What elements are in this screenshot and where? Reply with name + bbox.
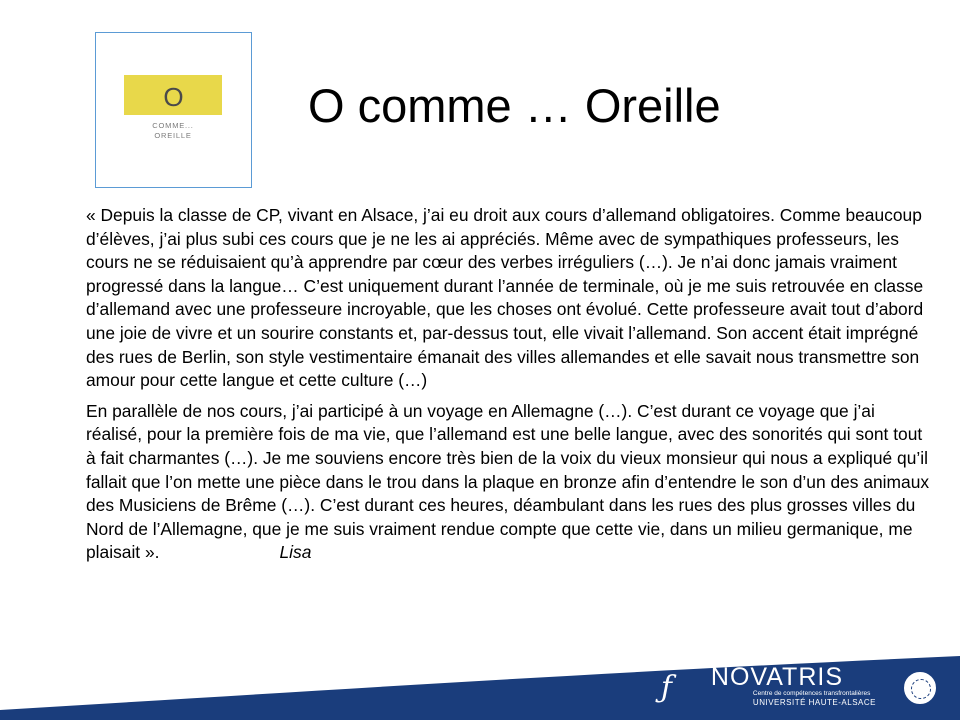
logo-tagline: Centre de compétences transfrontalières (752, 690, 871, 697)
thumbnail-caption (124, 121, 222, 141)
novatris-logo (660, 663, 876, 708)
paragraph-2-text: En parallèle de nos cours, j’ai participé à un voyage en Allemagne (…). C’est durant ce voyage que j’ai réalisé, pour la première fois de ma vie, que l’allemand est une belle langue, avec des sonorités qui sont tout à fait charmantes (…). Je me souviens encore très bien de la voix du vieux monsieur qui nous a expliqué qu’il fallait que l’on mette une pièce dans le trou dans la plaque en bronze afin d’entendre le son d’un des animaux des Musiciens de Brême (…). C’est durant ces heures, déambulant dans les rues des plus grosses villes du Nord de l’Allemagne, que je me suis vraiment rendue compte que cette vie, dans un milieu germanique, me plaisait ». (86, 400, 930, 563)
logo-university: UNIVERSITÉ HAUTE-ALSACE (752, 698, 876, 707)
slide-thumbnail (95, 32, 252, 188)
thumbnail-caption-line1: COMME... (152, 121, 194, 130)
testimony-text (86, 204, 934, 565)
novatris-mark-icon: ƒ (660, 670, 673, 705)
page-title: O comme … Oreille (308, 79, 721, 132)
university-seal-icon (902, 670, 938, 706)
thumbnail-caption-line2: OREILLE (154, 131, 192, 140)
paragraph-2 (86, 400, 934, 565)
logo-brand: NOVATRIS (710, 663, 844, 691)
paragraph-1: « Depuis la classe de CP, vivant en Alsace, j’ai eu droit aux cours d’allemand obligatoires. Comme beaucoup d’élèves, j’ai plus subi ces cours que je ne les ai appréciés. Même avec de sympathiques professeurs, les cours ne se réduisaient qu’à apprendre par cœur des verbes irréguliers (…). Je n’ai donc jamais vraiment progressé dans la langue… C’est uniquement durant l’année de terminale, où je me suis retrouvée en classe d’allemand avec une professeure incroyable, que les choses ont évolué. Cette professeure avait tout d’abord une joie de vivre et un sourire constants et, par-dessus tout, elle vivait l’allemand. Son accent était imprégné des rues de Berlin, son style vestimentaire émanait des villes allemandes et elle savait nous transmettre son amour pour cette langue et cette culture (…) (86, 205, 924, 391)
author-name: Lisa (279, 542, 312, 563)
thumbnail-letter: O (163, 81, 184, 112)
